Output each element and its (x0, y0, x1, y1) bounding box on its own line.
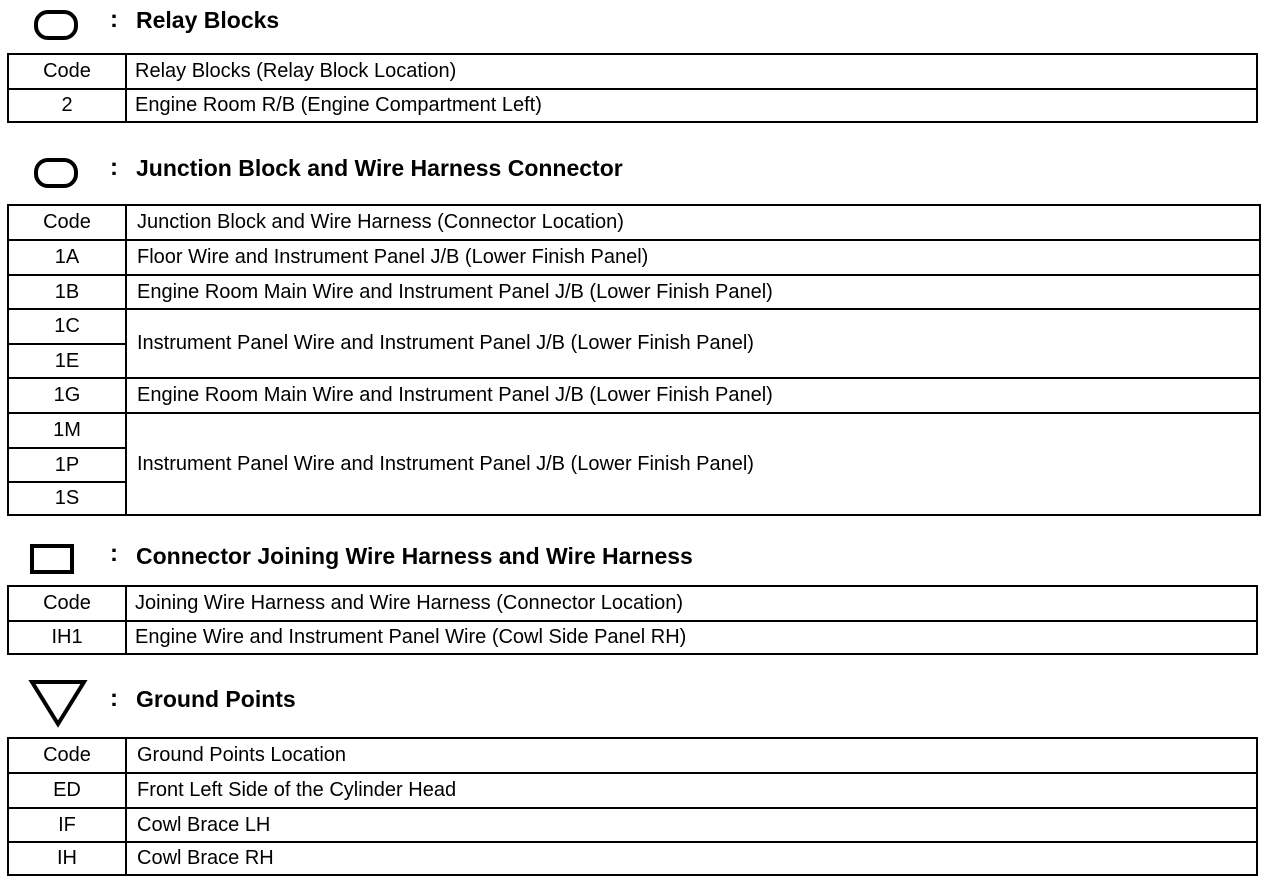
header-code: Code (8, 54, 126, 89)
rectangle-icon (30, 544, 74, 574)
connector-joining-table (7, 585, 1258, 655)
header-description: Relay Blocks (Relay Block Location) (126, 54, 1257, 89)
section-title: Connector Joining Wire Harness and Wire Harness (136, 543, 693, 569)
colon: : (110, 154, 118, 181)
row-description: Engine Room Main Wire and Instrument Panel J/B (Lower Finish Panel) (126, 378, 1260, 413)
table-row (8, 808, 1257, 842)
table-row (8, 240, 1260, 275)
rounded-rect-icon (34, 10, 78, 40)
row-code: 1P (8, 448, 126, 482)
row-description: Instrument Panel Wire and Instrument Panel J/B (Lower Finish Panel) (126, 309, 1260, 378)
section-header (0, 538, 1280, 582)
triangle-down-icon (28, 678, 88, 728)
table-header-row (8, 738, 1257, 773)
row-code: ED (8, 773, 126, 808)
section-header (0, 4, 1280, 48)
table-row (8, 275, 1260, 309)
row-description: Cowl Brace LH (126, 808, 1257, 842)
row-code: 1B (8, 275, 126, 309)
row-code: IH (8, 842, 126, 875)
table-header-row (8, 586, 1257, 621)
table-header-row (8, 205, 1260, 240)
row-code: 1A (8, 240, 126, 275)
row-description: Front Left Side of the Cylinder Head (126, 773, 1257, 808)
table-row (8, 621, 1257, 654)
row-description: Cowl Brace RH (126, 842, 1257, 875)
table-row (8, 378, 1260, 413)
header-description: Ground Points Location (126, 738, 1257, 773)
section-title: Ground Points (136, 686, 296, 712)
rounded-rect-icon (34, 158, 78, 188)
table-row (8, 413, 1260, 448)
section-header (0, 678, 1280, 722)
row-code: IF (8, 808, 126, 842)
row-description: Engine Wire and Instrument Panel Wire (Cowl Side Panel RH) (126, 621, 1257, 654)
section-header (0, 152, 1280, 196)
row-code: 1C (8, 309, 126, 344)
row-description: Engine Room R/B (Engine Compartment Left) (126, 89, 1257, 122)
row-code: 1M (8, 413, 126, 448)
row-description: Floor Wire and Instrument Panel J/B (Lower Finish Panel) (126, 240, 1260, 275)
header-code: Code (8, 586, 126, 621)
row-code: IH1 (8, 621, 126, 654)
table-row (8, 309, 1260, 344)
header-code: Code (8, 205, 126, 240)
colon: : (110, 6, 118, 33)
row-description: Engine Room Main Wire and Instrument Panel J/B (Lower Finish Panel) (126, 275, 1260, 309)
row-code: 1G (8, 378, 126, 413)
row-code: 2 (8, 89, 126, 122)
row-code: 1S (8, 482, 126, 515)
colon: : (110, 685, 118, 712)
table-row (8, 773, 1257, 808)
header-code: Code (8, 738, 126, 773)
relay-blocks-table (7, 53, 1258, 123)
header-description: Joining Wire Harness and Wire Harness (Connector Location) (126, 586, 1257, 621)
colon: : (110, 540, 118, 567)
header-description: Junction Block and Wire Harness (Connector Location) (126, 205, 1260, 240)
table-header-row (8, 54, 1257, 89)
row-description: Instrument Panel Wire and Instrument Panel J/B (Lower Finish Panel) (126, 413, 1260, 515)
section-title: Relay Blocks (136, 7, 280, 33)
table-row (8, 89, 1257, 122)
junction-block-table (7, 204, 1261, 516)
table-row (8, 842, 1257, 875)
ground-points-table (7, 737, 1258, 876)
section-title: Junction Block and Wire Harness Connector (136, 155, 623, 181)
row-code: 1E (8, 344, 126, 378)
